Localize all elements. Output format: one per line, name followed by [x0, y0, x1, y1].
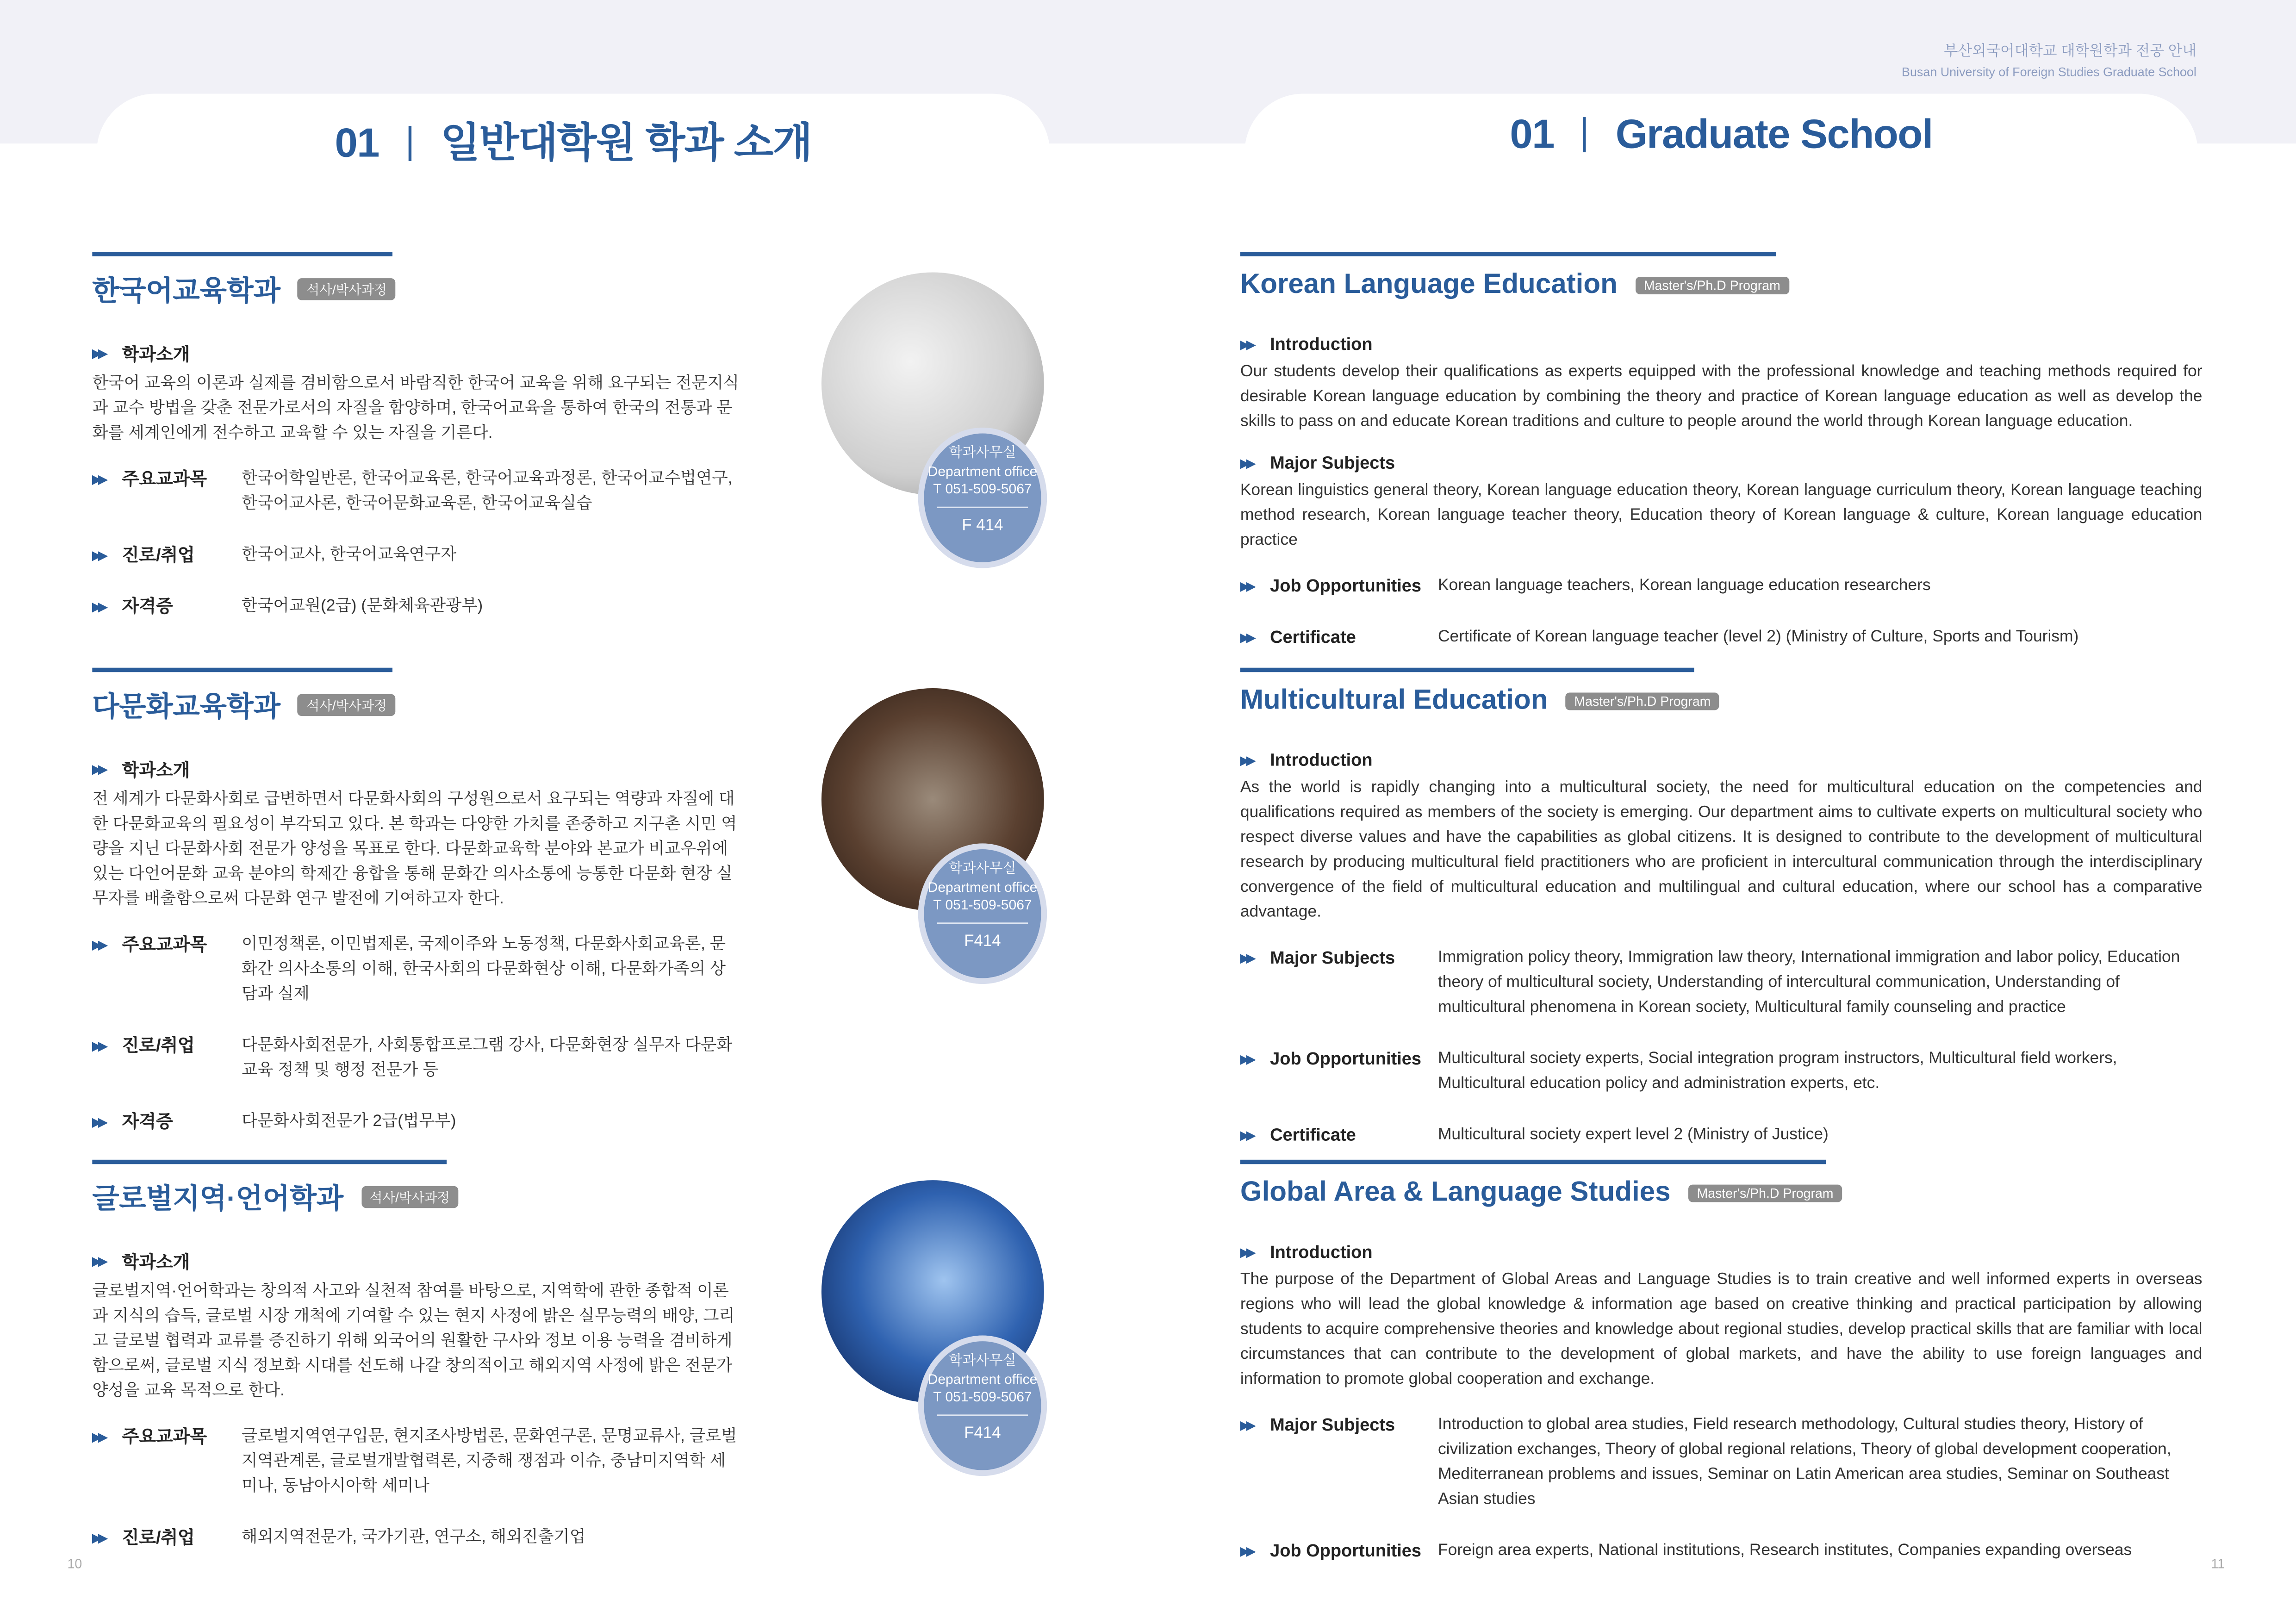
double-arrow-icon: ▶▶	[92, 1531, 105, 1545]
section-rule	[1240, 252, 1776, 256]
title-number: 01	[1510, 111, 1554, 157]
double-arrow-icon: ▶▶	[92, 549, 105, 562]
double-arrow-icon: ▶▶	[1240, 1129, 1253, 1142]
row-value: 글로벌지역연구입문, 현지조사방법론, 문화연구론, 문명교류사, 글로벌지역관계론, 글로벌개발협력론, 지중해 쟁점과 이슈, 중남미지역학 세미나, 동남아시아학 세미나	[242, 1427, 737, 1495]
info-row	[92, 933, 741, 1007]
department-name: 글로벌지역·언어학과	[92, 1184, 343, 1216]
row-label: 주요교과목	[122, 1426, 207, 1447]
row-value: Immigration policy theory, Immigration law theory, International immigration and labor policy, Education theory of multicultural society, Understanding of intercultural communication, Understanding of multicultural phenomena in Korean society, Multicultural family counseling and practice	[1437, 949, 2180, 1016]
row-value: 다문화사회전문가 2급(법무부)	[242, 1113, 456, 1131]
department-name: Korean Language Education	[1240, 269, 1618, 300]
subjects-label: Major Subjects	[1270, 452, 1395, 473]
office-label-en: Department office	[927, 1371, 1038, 1388]
row-value: 다문화사회전문가, 사회통합프로그램 강사, 다문화현장 실무자 다문화교육 정책 및 행정 전문가 등	[242, 1037, 733, 1079]
info-row	[1240, 1047, 2203, 1097]
office-phone: T 051-509-5067	[933, 481, 1032, 498]
right-page-title	[1244, 111, 2198, 158]
info-row	[1240, 625, 2203, 650]
row-heading	[1240, 625, 1438, 650]
intro-text: The purpose of the Department of Global Areas and Language Studies is to train creative and well informed experts in overseas regions who will lead the global knowledge & information age based on creative thinking and practical participation by allowing students to acquire comprehensive theories and knowledge about regional studies, develop practical skills that are familiar with local circumstances that can contribute to the development of global markets, and have the ability to use foreign languages and information to promote global cooperation and exchange.	[1240, 1271, 2203, 1388]
intro-label: Introduction	[1270, 749, 1373, 771]
double-arrow-icon: ▶▶	[1240, 337, 1253, 351]
double-arrow-icon: ▶▶	[92, 1255, 105, 1268]
double-arrow-icon: ▶▶	[92, 347, 105, 361]
department-title	[1240, 1177, 2203, 1210]
page-number-left: 10	[67, 1556, 82, 1571]
row-heading	[92, 1425, 242, 1499]
office-label-en: Department office	[927, 463, 1038, 480]
title-text: 일반대학원 학과 소개	[440, 120, 812, 166]
intro-heading	[92, 1249, 741, 1274]
office-badge	[918, 843, 1047, 984]
department-name: Global Area & Language Studies	[1240, 1177, 1671, 1208]
row-value: 이민정책론, 이민법제론, 국제이주와 노동정책, 다문화사회교육론, 문화간 의사소통의 이해, 한국사회의 다문화현상 이해, 다문화가족의 상담과 실제	[242, 935, 726, 1003]
row-heading	[1240, 1539, 1438, 1564]
office-label-en: Department office	[927, 879, 1038, 896]
header-korean: 부산외국어대학교 대학원학과 전공 안내	[1943, 44, 2196, 60]
row-label: Job Opportunities	[1270, 1540, 1422, 1561]
subjects-text: Korean linguistics general theory, Korean language education theory, Korean language curriculum theory, Korean language teaching method research, Korean language teacher theory, Education theory of Korean language & culture, Korean language education practice	[1240, 481, 2203, 549]
row-value: Foreign area experts, National institutions, Research institutes, Companies expanding overseas	[1437, 1542, 2132, 1560]
row-heading	[92, 1110, 242, 1135]
running-header	[1902, 38, 2196, 79]
intro-text: 한국어 교육의 이론과 실제를 겸비함으로서 바람직한 한국어 교육을 위해 요구되는 전문지식과 교수 방법을 갖춘 전문가로서의 자질을 함양하며, 한국어교육을 통하여 한국의 전통과 문화를 세계인에게 전수하고 교육할 수 있는 자질을 기른다.	[92, 374, 740, 442]
row-label: Certificate	[1270, 1124, 1356, 1145]
department-title	[1240, 269, 2203, 302]
department-name: Multicultural Education	[1240, 685, 1548, 716]
intro-text: 글로벌지역·언어학과는 창의적 사고와 실천적 참여를 바탕으로, 지역학에 관한 종합적 이론과 지식의 습득, 글로벌 시장 개척에 기여할 수 있는 현지 사정에 밝은 실무능력의 배양, 그리고 글로벌 협력과 교류를 증진하기 위해 외국어의 원활한 구사와 정보 이용 능력을 겸비하게 함으로써, 글로벌 지식 정보화 시대를 선도해 나갈 창의적이고 해외지역 사정에 밝은 전문가 양성을 교육 목적으로 한다.	[92, 1282, 735, 1400]
office-label-kr: 학과사무실	[949, 445, 1016, 461]
row-label: 자격증	[122, 596, 173, 617]
title-divider	[1583, 117, 1586, 152]
row-label: 주요교과목	[122, 934, 207, 955]
row-value: Multicultural society expert level 2 (Ministry of Justice)	[1437, 1126, 1829, 1144]
intro-text: 전 세계가 다문화사회로 급변하면서 다문화사회의 구성원으로서 요구되는 역량과 자질에 대한 다문화교육의 필요성이 부각되고 있다. 본 학과는 다양한 가치를 존중하고 지구촌 시민 역량을 지닌 다문화사회 전문가 양성을 목표로 한다. 다문화교육학 분야와 본교가 비교우위에 있는 다언어문화 교육 분야의 학제간 융합을 통해 문화간 의사소통에 능통한 다문화 현장 실무자를 배출함으로써 다문화 연구 발전에 기여하고자 한다.	[92, 790, 737, 908]
office-room: F414	[964, 932, 1001, 950]
row-heading	[92, 467, 242, 517]
info-row	[92, 1425, 741, 1499]
office-divider	[937, 922, 1028, 923]
double-arrow-icon: ▶▶	[1240, 1245, 1253, 1259]
double-arrow-icon: ▶▶	[92, 1431, 105, 1444]
info-row	[92, 595, 741, 620]
program-badge: 석사/박사과정	[298, 278, 396, 300]
double-arrow-icon: ▶▶	[92, 1039, 105, 1053]
department-section	[92, 1160, 741, 1551]
section-rule	[1240, 1160, 1826, 1164]
office-label-kr: 학과사무실	[949, 861, 1016, 877]
subjects-heading	[1240, 453, 2203, 473]
program-badge: Master's/Ph.D Program	[1565, 693, 1719, 710]
office-badge	[918, 1335, 1047, 1476]
section-rule	[92, 252, 392, 256]
row-heading	[92, 933, 242, 1007]
office-label-kr: 학과사무실	[949, 1353, 1016, 1369]
office-divider	[937, 1414, 1028, 1415]
double-arrow-icon: ▶▶	[92, 1115, 105, 1129]
info-row	[1240, 1123, 2203, 1148]
info-row	[1240, 946, 2203, 1020]
row-label: 주요교과목	[122, 468, 207, 489]
double-arrow-icon: ▶▶	[1240, 1419, 1253, 1432]
info-row	[1240, 574, 2203, 599]
section-rule	[92, 1160, 447, 1164]
row-label: Major Subjects	[1270, 1414, 1395, 1435]
intro-heading	[1240, 334, 2203, 354]
office-phone: T 051-509-5067	[933, 897, 1032, 914]
department-section	[1240, 668, 2203, 1148]
left-page-title	[97, 111, 1050, 170]
department-name: 한국어교육학과	[92, 276, 280, 308]
row-heading	[92, 595, 242, 620]
row-heading	[1240, 574, 1438, 599]
intro-text: As the world is rapidly changing into a multicultural society, the need for multicultural education on the competencies and qualifications required as members of the society is emerging. Our department aims to cultivate experts on multicultural society who respect diverse values and have the capabilities as global citizens. It is designed to contribute to the development of multicultural research by producing multicultural field practitioners who are proficient in intercultural communication through the interdisciplinary convergence of the field of multicultural education and multilingual and cultural education, where our school has a comparative advantage.	[1240, 779, 2203, 921]
double-arrow-icon: ▶▶	[1240, 579, 1253, 593]
double-arrow-icon: ▶▶	[1240, 952, 1253, 965]
program-badge: Master's/Ph.D Program	[1688, 1185, 1842, 1202]
info-row	[92, 1034, 741, 1084]
intro-label: 학과소개	[122, 344, 190, 365]
double-arrow-icon: ▶▶	[1240, 753, 1253, 767]
row-heading	[92, 1034, 242, 1084]
office-badge	[918, 428, 1047, 568]
row-value: 해외지역전문가, 국가기관, 연구소, 해외진출기업	[242, 1529, 585, 1547]
info-row	[92, 543, 741, 568]
title-divider	[408, 126, 411, 161]
intro-heading	[1240, 750, 2203, 770]
department-section	[1240, 252, 2203, 650]
row-value: Certificate of Korean language teacher (level 2) (Ministry of Culture, Sports and Tourism)	[1437, 628, 2079, 646]
double-arrow-icon: ▶▶	[1240, 631, 1253, 645]
row-heading	[1240, 946, 1438, 1020]
row-value: Korean language teachers, Korean language education researchers	[1437, 577, 1931, 595]
department-title	[92, 1177, 741, 1217]
row-heading	[92, 543, 242, 568]
intro-label: 학과소개	[122, 760, 190, 781]
row-label: Job Opportunities	[1270, 1048, 1422, 1069]
info-row	[92, 467, 741, 517]
office-divider	[937, 506, 1028, 507]
row-heading	[1240, 1047, 1438, 1097]
row-label: 진로/취업	[122, 1035, 195, 1056]
department-title	[92, 269, 741, 309]
title-text: Graduate School	[1615, 111, 1933, 157]
department-section	[92, 668, 741, 1135]
intro-label: Introduction	[1270, 1241, 1373, 1263]
info-row	[1240, 1539, 2203, 1564]
program-badge: Master's/Ph.D Program	[1635, 277, 1789, 294]
double-arrow-icon: ▶▶	[1240, 456, 1253, 470]
row-label: Major Subjects	[1270, 947, 1395, 968]
section-rule	[92, 668, 392, 672]
program-badge: 석사/박사과정	[361, 1186, 459, 1208]
page-number-right: 11	[2211, 1556, 2225, 1571]
row-label: 진로/취업	[122, 544, 195, 566]
header-english: Busan University of Foreign Studies Graduate School	[1902, 64, 2196, 79]
intro-label: Introduction	[1270, 334, 1373, 355]
info-row	[92, 1526, 741, 1551]
double-arrow-icon: ▶▶	[92, 473, 105, 486]
double-arrow-icon: ▶▶	[92, 600, 105, 614]
department-section	[1240, 1160, 2203, 1564]
program-badge: 석사/박사과정	[298, 694, 396, 716]
double-arrow-icon: ▶▶	[1240, 1052, 1253, 1066]
department-section	[92, 252, 741, 619]
double-arrow-icon: ▶▶	[92, 763, 105, 776]
office-room: F414	[964, 1424, 1001, 1442]
info-row	[1240, 1413, 2203, 1512]
section-rule	[1240, 668, 1694, 672]
row-label: 진로/취업	[122, 1527, 195, 1548]
row-value: 한국어교원(2급) (문화체육관광부)	[242, 597, 483, 615]
double-arrow-icon: ▶▶	[1240, 1544, 1253, 1558]
office-room: F 414	[962, 516, 1003, 534]
department-name: 다문화교육학과	[92, 692, 280, 723]
intro-heading	[1240, 1242, 2203, 1262]
row-value: 한국어교사, 한국어교육연구자	[242, 546, 457, 564]
title-number: 01	[335, 120, 379, 166]
department-title	[1240, 685, 2203, 718]
row-heading	[1240, 1413, 1438, 1512]
office-phone: T 051-509-5067	[933, 1389, 1032, 1406]
intro-heading	[92, 757, 741, 782]
row-value: Introduction to global area studies, Field research methodology, Cultural studies theory, History of civilization exchanges, Theory of global regional relations, Theory of global development cooperation, Mediterranean problems and issues, Seminar on Latin American area studies, Seminar on Southeast Asian studies	[1437, 1416, 2172, 1508]
info-row	[92, 1110, 741, 1135]
intro-label: 학과소개	[122, 1252, 190, 1273]
row-label: Job Opportunities	[1270, 575, 1422, 596]
row-label: Certificate	[1270, 627, 1356, 647]
intro-text: Our students develop their qualifications as experts equipped with the professional knowledge and teaching methods required for desirable Korean language education by combining the theory and practice of Korean language education as well as develop the skills to pass on and educate Korean traditions and culture to people around the world through Korean language education.	[1240, 363, 2203, 431]
row-value: Multicultural society experts, Social integration program instructors, Multicultural field workers, Multicultural education policy and administration experts, etc.	[1437, 1050, 2117, 1093]
row-label: 자격증	[122, 1111, 173, 1132]
row-heading	[92, 1526, 242, 1551]
row-heading	[1240, 1123, 1438, 1148]
row-value: 한국어학일반론, 한국어교육론, 한국어교육과정론, 한국어교수법연구, 한국어교사론, 한국어문화교육론, 한국어교육실습	[242, 470, 733, 513]
double-arrow-icon: ▶▶	[92, 939, 105, 952]
intro-heading	[92, 341, 741, 366]
department-title	[92, 685, 741, 725]
